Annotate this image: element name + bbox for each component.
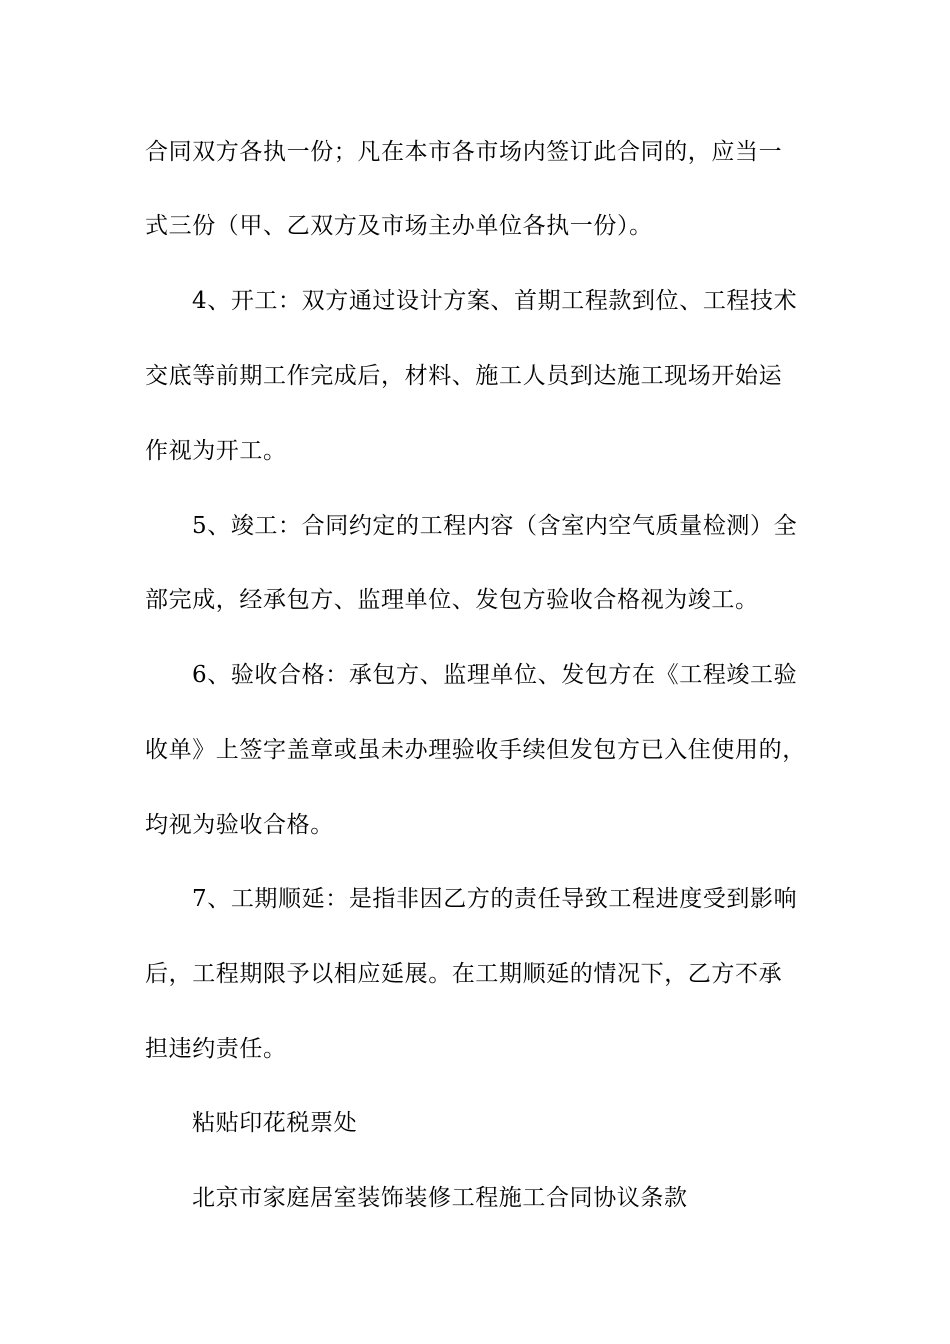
text-line: 北京市家庭居室装饰装修工程施工合同协议条款 [192,1185,688,1211]
text-line: 交底等前期工作完成后，材料、施工人员到达施工现场开始运 [145,363,783,389]
text-line: 合同双方各执一份；凡在本市各市场内签订此合同的，应当一 [145,139,783,165]
text-line: 7、工期顺延：是指非因乙方的责任导致工程进度受到影响 [192,886,798,912]
text-line: 5、竣工：合同约定的工程内容（含室内空气质量检测）全 [192,513,798,539]
text-line: 6、验收合格：承包方、监理单位、发包方在《工程竣工验 [192,662,798,688]
text-line: 式三份（甲、乙双方及市场主办单位各执一份）。 [145,213,653,239]
text-line: 收单》上签字盖章或虽未办理验收手续但发包方已入住使用的， [145,737,806,763]
text-line: 粘贴印花税票处 [192,1110,358,1136]
text-line: 作视为开工。 [145,438,287,464]
text-line: 均视为验收合格。 [145,812,334,838]
text-line: 部完成，经承包方、监理单位、发包方验收合格视为竣工。 [145,587,759,613]
text-line: 担违约责任。 [145,1036,287,1062]
text-line: 后，工程期限予以相应延展。在工期顺延的情况下，乙方不承 [145,961,783,987]
text-line: 4、开工：双方通过设计方案、首期工程款到位、工程技术 [192,288,798,314]
